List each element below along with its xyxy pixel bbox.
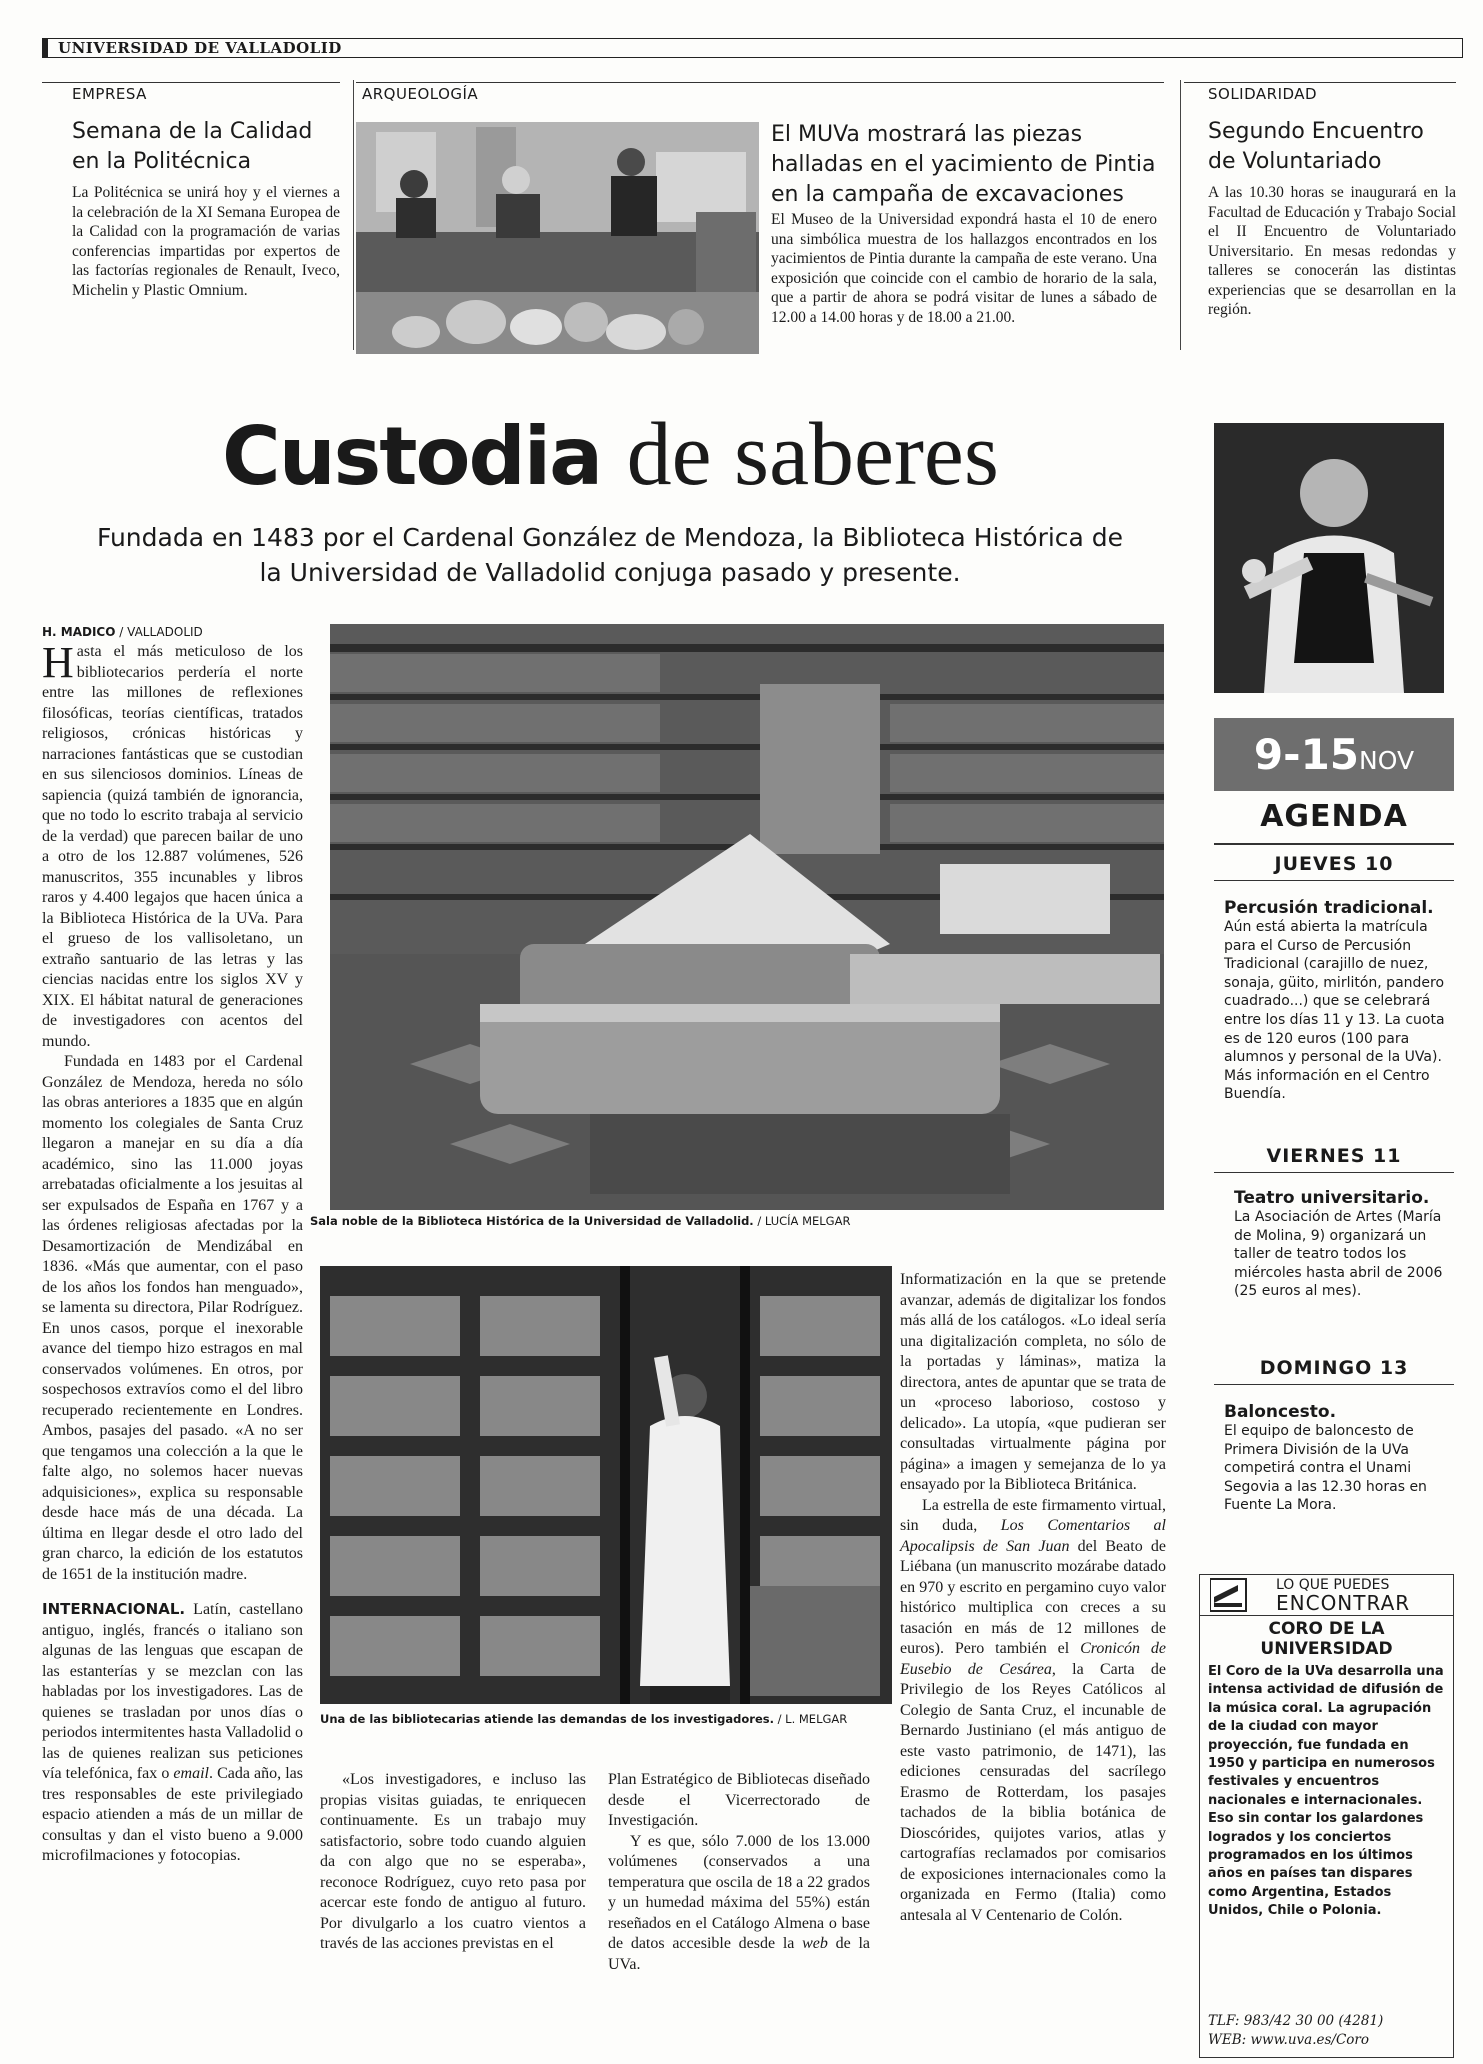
coro-box — [1199, 1574, 1454, 2058]
brief-label: SOLIDARIDAD — [1184, 82, 1456, 103]
brief-photo-conference — [356, 122, 759, 354]
article-column-2 — [320, 1770, 586, 1955]
agenda-dates-month: NOV — [1359, 746, 1415, 775]
photo-caption — [320, 1712, 900, 1726]
dropcap: H — [42, 638, 74, 687]
divider — [1214, 1172, 1454, 1173]
brief-title: El MUVa mostrará las piezas halladas en el yacimiento de Pintia en la campaña de excavaciones — [771, 122, 1156, 207]
article-paragraph: La estrella de este firmamento virtual, sin duda, Los Comentarios al Apocalipsis de San Juan del Beato de Liébana (un manuscrito mozárabe datado en 970 y escrito en pergamino cuyo valor histórico multiplica con creces a su tasación en más de 12 millones de euros). Pero también el Cronicón de Eusebio de Cesárea, la Carta de Privilegio de los Reyes Católicos al Colegio de Santa Cruz, el incunable de Bernardo Justiniano (el más antiguo de este vasto patrimonio, de 1471), las ediciones censuradas del sacrílego Erasmo de Rotterdam, los pasajes tachados de la biblia botánica de Dioscórides, quijotes varios, atlas y cartografías reclamados por comisarios de exposiciones internacionales como la organizada en Fermo (Italia) como antesala al V Centenario de Colón. — [900, 1496, 1167, 1924]
brief-body: El Museo de la Universidad expondrá hasta el 10 de enero una simbólica muestra de los hallazgos encontrados en los yacimientos de Pintia durante la campaña de este verano. Una exposición que coincide con el cambio de horario de la sala, que a partir de ahora se podrá visitar de lunes a sábado de 12.00 a 14.00 horas y de 18.00 a 21.00. — [771, 211, 1157, 326]
divider — [1214, 1384, 1454, 1385]
brief-label: ARQUEOLOGÍA — [356, 82, 1164, 103]
subtitle-line: la Universidad de Valladolid conjuga pasado y presente. — [259, 558, 961, 587]
subhead: INTERNACIONAL. — [42, 1600, 186, 1618]
brief-arqueologia-text — [771, 120, 1157, 327]
article-paragraph: Hasta el más meticuloso de los bibliotecarios perdería el norte entre las millones de reflexiones filosóficas, teorías científicas, tratados religiosos, crónicas históricas y narraciones fantásticas que se custodian en sus silenciosos dominios. Líneas de sapiencia (quizá también de ignorancia, que no todo lo escrito trabaja al servicio de la verdad) que parecen bailar de uno a otro de los 12.887 volúmenes, 526 manuscritos, 355 incunables y libros raros y 4.400 legajos que hacen única a la Biblioteca Histórica de la UVa. Para el grueso de los vallisoletano, un extraño santuario de las letras y las ciencias nacidas entre los siglos XV y XIX. El hábitat natural de generaciones de investigadores con acentos del mundo. — [42, 638, 303, 1050]
coro-title-line: UNIVERSIDAD — [1260, 1639, 1393, 1659]
agenda-dates-number: 9-15 — [1253, 730, 1360, 779]
brief-title: Segundo Encuentro de Voluntariado — [1208, 119, 1424, 174]
agenda-heading: AGENDA — [1260, 799, 1408, 834]
agenda-day-domingo: DOMINGO 13 — [1259, 1357, 1409, 1379]
caption-credit: / LUCÍA MELGAR — [753, 1214, 851, 1228]
section-header — [42, 38, 1463, 58]
headline-rest: de saberes — [626, 405, 999, 504]
conference-photo-icon — [356, 122, 759, 354]
agenda-event — [1234, 1188, 1448, 1301]
agenda-photo-musician — [1214, 423, 1444, 693]
logo-icon — [1210, 1577, 1250, 1613]
agenda-event — [1224, 1402, 1448, 1515]
article-paragraph: Informatización en la que se pretende avanzar, además de digitalizar los fondos más allá de los catálogos. «Lo ideal sería una digitalización completa, no sólo de la portadas y láminas», matiza la directora, antes de apuntar que se trata de un «proceso laborioso, costoso y delicado». La utopía, «que pudieran ser consultadas virtualmente página por página» a imagen y semejanza de lo ya ensayado por la Biblioteca Británica. — [900, 1271, 1166, 1493]
subtitle-line: Fundada en 1483 por el Cardenal González de Mendoza, la Biblioteca Histórica de — [96, 523, 1124, 552]
brief-body: La Politécnica se unirá hoy y el viernes a la celebración de la XI Semana Europea de la Calidad con la programación de varias conferencias impartidas por expertos de las factorías regionales de Renault, Iveco, Michelin y Plastic Omnium. — [72, 184, 340, 299]
brief-label: EMPRESA — [42, 82, 340, 103]
headline-bold: Custodia — [222, 410, 602, 503]
brief-body: A las 10.30 horas se inaugurará en la Facultad de Educación y Trabajo Social el II Encuentro de Voluntariado Universitario. En mesas redondas y talleres se conocerán las distintas experiencias que se desarrollan en la región. — [1208, 184, 1456, 318]
headline — [222, 405, 1022, 504]
byline-author: H. MADICO — [42, 625, 116, 639]
agenda-event-title: Baloncesto. — [1224, 1402, 1337, 1422]
agenda-day-viernes: VIERNES 11 — [1266, 1145, 1402, 1167]
coro-kicker-line1: LO QUE PUEDES — [1276, 1577, 1390, 1593]
brief-solidaridad — [1184, 82, 1456, 320]
librarian-photo-icon — [320, 1266, 892, 1704]
musician-photo-icon — [1214, 423, 1444, 693]
brief-title: Semana de la Calidad en la Politécnica — [72, 119, 313, 174]
article-paragraph: Y es que, sólo 7.000 de los 13.000 volúmenes (conservados a una temperatura que oscila de 18 a 22 grados y un humedad máxima del 55%) están reseñados en el Catálogo Almena o base de datos accesible desde la web de la UVa. — [608, 1832, 870, 1973]
article-paragraph: Fundada en 1483 por el Cardenal González de Mendoza, hereda no sólo las obras anteriores a 1835 que en algún momento los colegiales de Santa Cruz llegaron a manejar en su día a día académico, sino las 11.000 joyas arrebatadas oficialmente a los jesuitas al ser expulsados de España en 1767 y a las órdenes religiosas afectadas por la Desamortización de Mendizábal en 1836. «Más que aumentar, con el paso de los años los fondos han menguado», se lamenta su directora, Pilar Rodríguez. En unos casos, porque el inexorable avance del tiempo hizo estragos en mal conservados volúmenes. En otros, por sospechosos extravíos como el del libro recuperado recientemente en Londres. Ambos, pasajes del pasado. «A no ser que tengamos una colección a la que le falte algo, no solemos hacer nuevas adquisiciones», explica su responsable desde hace más de una década. La última en llegar desde el otro lado del gran charco, la edición de los estatutos de 1651 de la institución madre. — [42, 1053, 303, 1583]
agenda-event-title: Teatro universitario. — [1234, 1188, 1430, 1208]
coro-body: El Coro de la UVa desarrolla una intensa actividad de difusión de la música coral. La agrupación de la ciudad con mayor proyección, fue fundada en 1950 y participa en numerosos festivales y encuentros nacionales e internacionales. Eso sin contar los galardones logrados y los conciertos programados en los últimos años en países tan dispares como Argentina, Estados Unidos, Chile o Polonia. — [1208, 1664, 1444, 1919]
coro-kicker — [1200, 1575, 1453, 1616]
byline-place: / VALLADOLID — [115, 625, 203, 639]
caption-credit: / L. MELGAR — [773, 1712, 848, 1726]
coro-kicker-line2: ENCONTRAR — [1276, 1591, 1411, 1615]
article-column-4 — [900, 1270, 1166, 1926]
agenda-event-text: El equipo de baloncesto de Primera División de la UVa competirá contra el Unami Segovia a las 12.30 horas en Fuente La Mora. — [1224, 1423, 1427, 1514]
agenda-event-title: Percusión tradicional. — [1224, 898, 1434, 918]
column-rule — [1180, 80, 1181, 350]
coro-title — [1200, 1619, 1453, 1659]
article-paragraph: «Los investigadores, e incluso las propias visitas guiadas, te enriquecen continuamente. Es un trabajo muy satisfactorio, sobre todo cuando alguien da con algo que no se esperaba», reconoce Rodríguez, cuyo reto pasa por acercar este fondo de antiguo al futuro. Por divulgarlo a los cuatro vientos a través de las acciones previstas en el — [320, 1771, 586, 1952]
brief-empresa — [42, 82, 340, 300]
caption-text: Sala noble de la Biblioteca Histórica de la Universidad de Valladolid. — [310, 1214, 754, 1228]
agenda-day-jueves: JUEVES 10 — [1274, 853, 1394, 875]
byline — [42, 624, 303, 640]
caption-text: Una de las bibliotecarias atiende las demandas de los investigadores. — [320, 1712, 774, 1726]
brief-arqueologia — [356, 82, 1164, 103]
agenda-event-text: Aún está abierta la matrícula para el Curso de Percusión Tradicional (carajillo de nuez, sonaja, güito, mirlitón, pandero cuadrado...) que se celebrará entre los días 11 y 13. La cuota es de 120 euros (100 para alumnos y personal de la UVa). Más información en el Centro Buendía. — [1224, 919, 1445, 1103]
coro-title-line: CORO DE LA — [1268, 1619, 1385, 1639]
divider — [1214, 880, 1454, 881]
photo-caption — [310, 1214, 1170, 1228]
agenda-event-text: La Asociación de Artes (María de Molina, 9) organizará un taller de teatro todos los miércoles hasta abril de 2006 (25 euros al mes). — [1234, 1209, 1443, 1300]
coro-phone: TLF: 983/42 30 00 (4281) — [1208, 2013, 1384, 2029]
agenda-dates-bar — [1214, 718, 1454, 791]
photo-librarian — [320, 1266, 892, 1704]
article-column-1 — [42, 624, 303, 1867]
article-paragraph: INTERNACIONAL. Latín, castellano antiguo, inglés, francés o italiano son algunas de las lenguas que escapan de las estanterías y se mezclan con las habladas por los investigadores. Las de quienes se trasladan por unos días o periodos intermitentes hasta Valladolid o las de quienes realizan sus peticiones vía telefónica, fax o email. Cada año, las tres responsables de este privilegiado espacio atienden a más de un millar de consultas y dan el visto bueno a 9.000 microfilmaciones y fotocopias. — [42, 1600, 303, 1864]
column-rule — [353, 80, 354, 350]
photo-library-hall — [330, 624, 1164, 1210]
agenda-event — [1224, 898, 1448, 1104]
article-column-3 — [608, 1770, 870, 1975]
coro-web[interactable]: WEB: www.uva.es/Coro — [1208, 2032, 1370, 2048]
divider — [1214, 843, 1454, 845]
subtitle — [60, 520, 1160, 590]
section-title: UNIVERSIDAD DE VALLADOLID — [58, 39, 342, 57]
library-hall-photo-icon — [330, 624, 1164, 1210]
article-paragraph: Plan Estratégico de Bibliotecas diseñado desde el Vicerrectorado de Investigación. — [608, 1771, 870, 1829]
